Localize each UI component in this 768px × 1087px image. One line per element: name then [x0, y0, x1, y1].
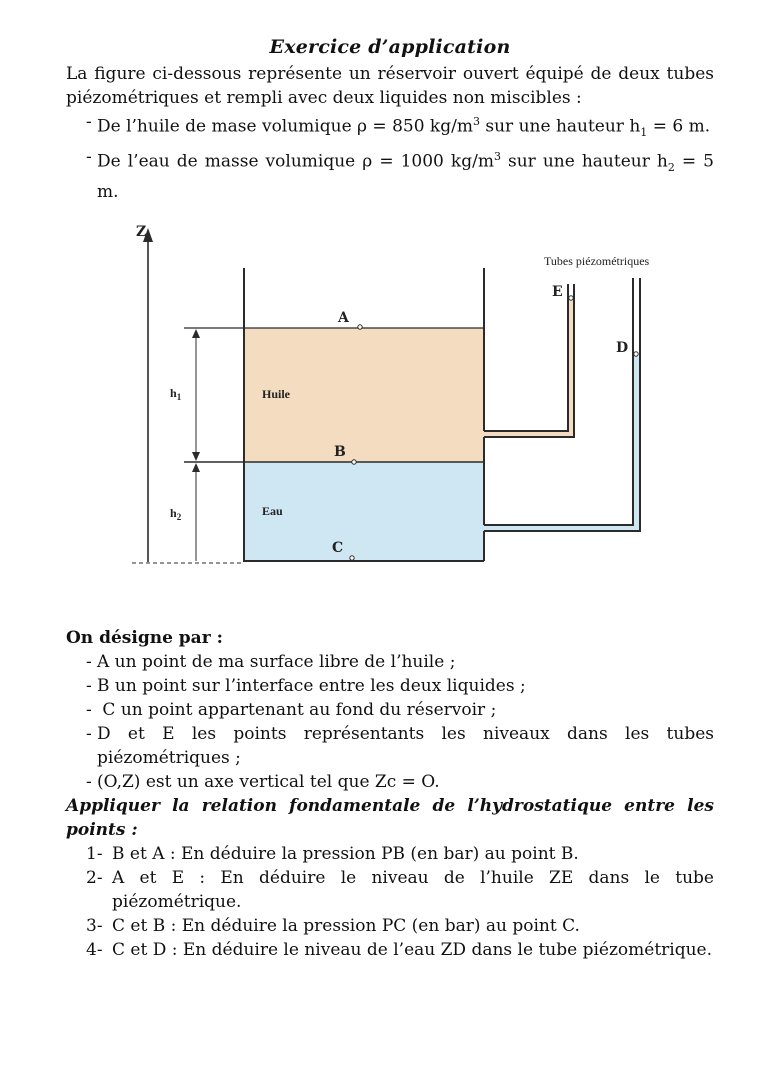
question-title: Appliquer la relation fondamentale de l’hydrostatique entre les points :	[66, 796, 714, 841]
liquid-water-text-b: sur une hauteur h	[500, 151, 668, 172]
question-item-1	[66, 842, 714, 866]
liquid-water-sub: 2	[667, 161, 675, 175]
question-text-3: C et B : En déduire la pression PC (en bar) au point C.	[112, 916, 580, 937]
document-page	[66, 36, 714, 962]
questions-list	[66, 842, 714, 962]
question-text-1: B et A : En déduire la pression PB (en bar) au point B.	[112, 844, 579, 865]
liquid-oil-text-a: De l’huile de mase volumique ρ = 850 kg/m	[97, 116, 473, 137]
reservoir-diagram	[66, 212, 714, 612]
exercise-title: Exercice d’application	[269, 36, 511, 58]
h2-arrow-top	[192, 463, 200, 472]
point-c-marker	[350, 556, 354, 560]
intro-paragraph: La figure ci-dessous représente un réservoir ouvert équipé de deux tubes piézométriques et rempli avec deux liquides non miscibles :	[66, 64, 714, 108]
h1-arrow-bottom	[192, 452, 200, 461]
point-e-marker	[569, 296, 573, 300]
liquid-item-water	[66, 145, 714, 204]
definition-item-de: - D et E les points représentants les niveaux dans les tubes piézométriques ;	[66, 722, 714, 770]
point-b-marker	[352, 460, 356, 464]
point-b-label: B	[334, 444, 346, 461]
h1-label: $h_1$	[170, 386, 182, 403]
question-number-4: 4-	[86, 940, 103, 961]
point-c-label: C	[332, 540, 344, 557]
liquid-oil-text-b: sur une hauteur h	[479, 116, 641, 137]
question-item-4	[66, 938, 714, 962]
point-a-marker	[358, 325, 362, 329]
oil-label: Huile	[262, 387, 291, 402]
liquid-water-text-c: = 5 m.	[97, 151, 714, 203]
point-a-label: A	[338, 310, 349, 327]
tube-e	[484, 284, 574, 437]
tube-d-water-fill	[484, 356, 640, 531]
reservoir-figure	[66, 212, 714, 612]
question-number-2: 2-	[86, 868, 103, 889]
definition-item-c: - C un point appartenant au fond du réservoir ;	[66, 698, 714, 722]
question-number-1: 1-	[86, 844, 103, 865]
water-label: Eau	[262, 504, 283, 519]
tubes-label: Tubes piézométriques	[544, 254, 650, 269]
z-axis-label: Z	[136, 224, 147, 241]
point-e-label: E	[552, 284, 563, 301]
h2-label: $h_2$	[170, 506, 182, 523]
point-d-label: D	[616, 340, 629, 357]
question-item-3	[66, 914, 714, 938]
definition-item-a: - A un point de ma surface libre de l’huile ;	[66, 650, 714, 674]
liquid-oil-text-c: = 6 m.	[647, 116, 711, 137]
liquid-oil-sub: 1	[640, 126, 648, 140]
definition-item-axis: - (O,Z) est un axe vertical tel que Zc = O.	[66, 770, 714, 794]
liquids-list	[66, 110, 714, 204]
definitions-title: On désigne par :	[66, 628, 223, 649]
question-number-3: 3-	[86, 916, 103, 937]
question-item-2	[66, 866, 714, 914]
question-text-4: C et D : En déduire le niveau de l’eau ZD dans le tube piézométrique.	[112, 940, 713, 961]
definitions-list	[66, 650, 714, 794]
tube-e-oil-fill	[484, 300, 574, 437]
liquid-item-oil	[66, 110, 714, 145]
tube-d	[484, 278, 640, 531]
h1-arrow-top	[192, 329, 200, 338]
liquid-water-text-a: De l’eau de masse volumique ρ = 1000 kg/m	[97, 151, 494, 172]
definition-item-b: - B un point sur l’interface entre les deux liquides ;	[66, 674, 714, 698]
point-d-marker	[634, 352, 638, 356]
liquid-oil-sup: 3	[472, 115, 480, 128]
liquid-water-sup: 3	[493, 150, 501, 164]
question-text-2: A et E : En déduire le niveau de l’huile ZE dans le tube piézométrique.	[112, 868, 714, 913]
